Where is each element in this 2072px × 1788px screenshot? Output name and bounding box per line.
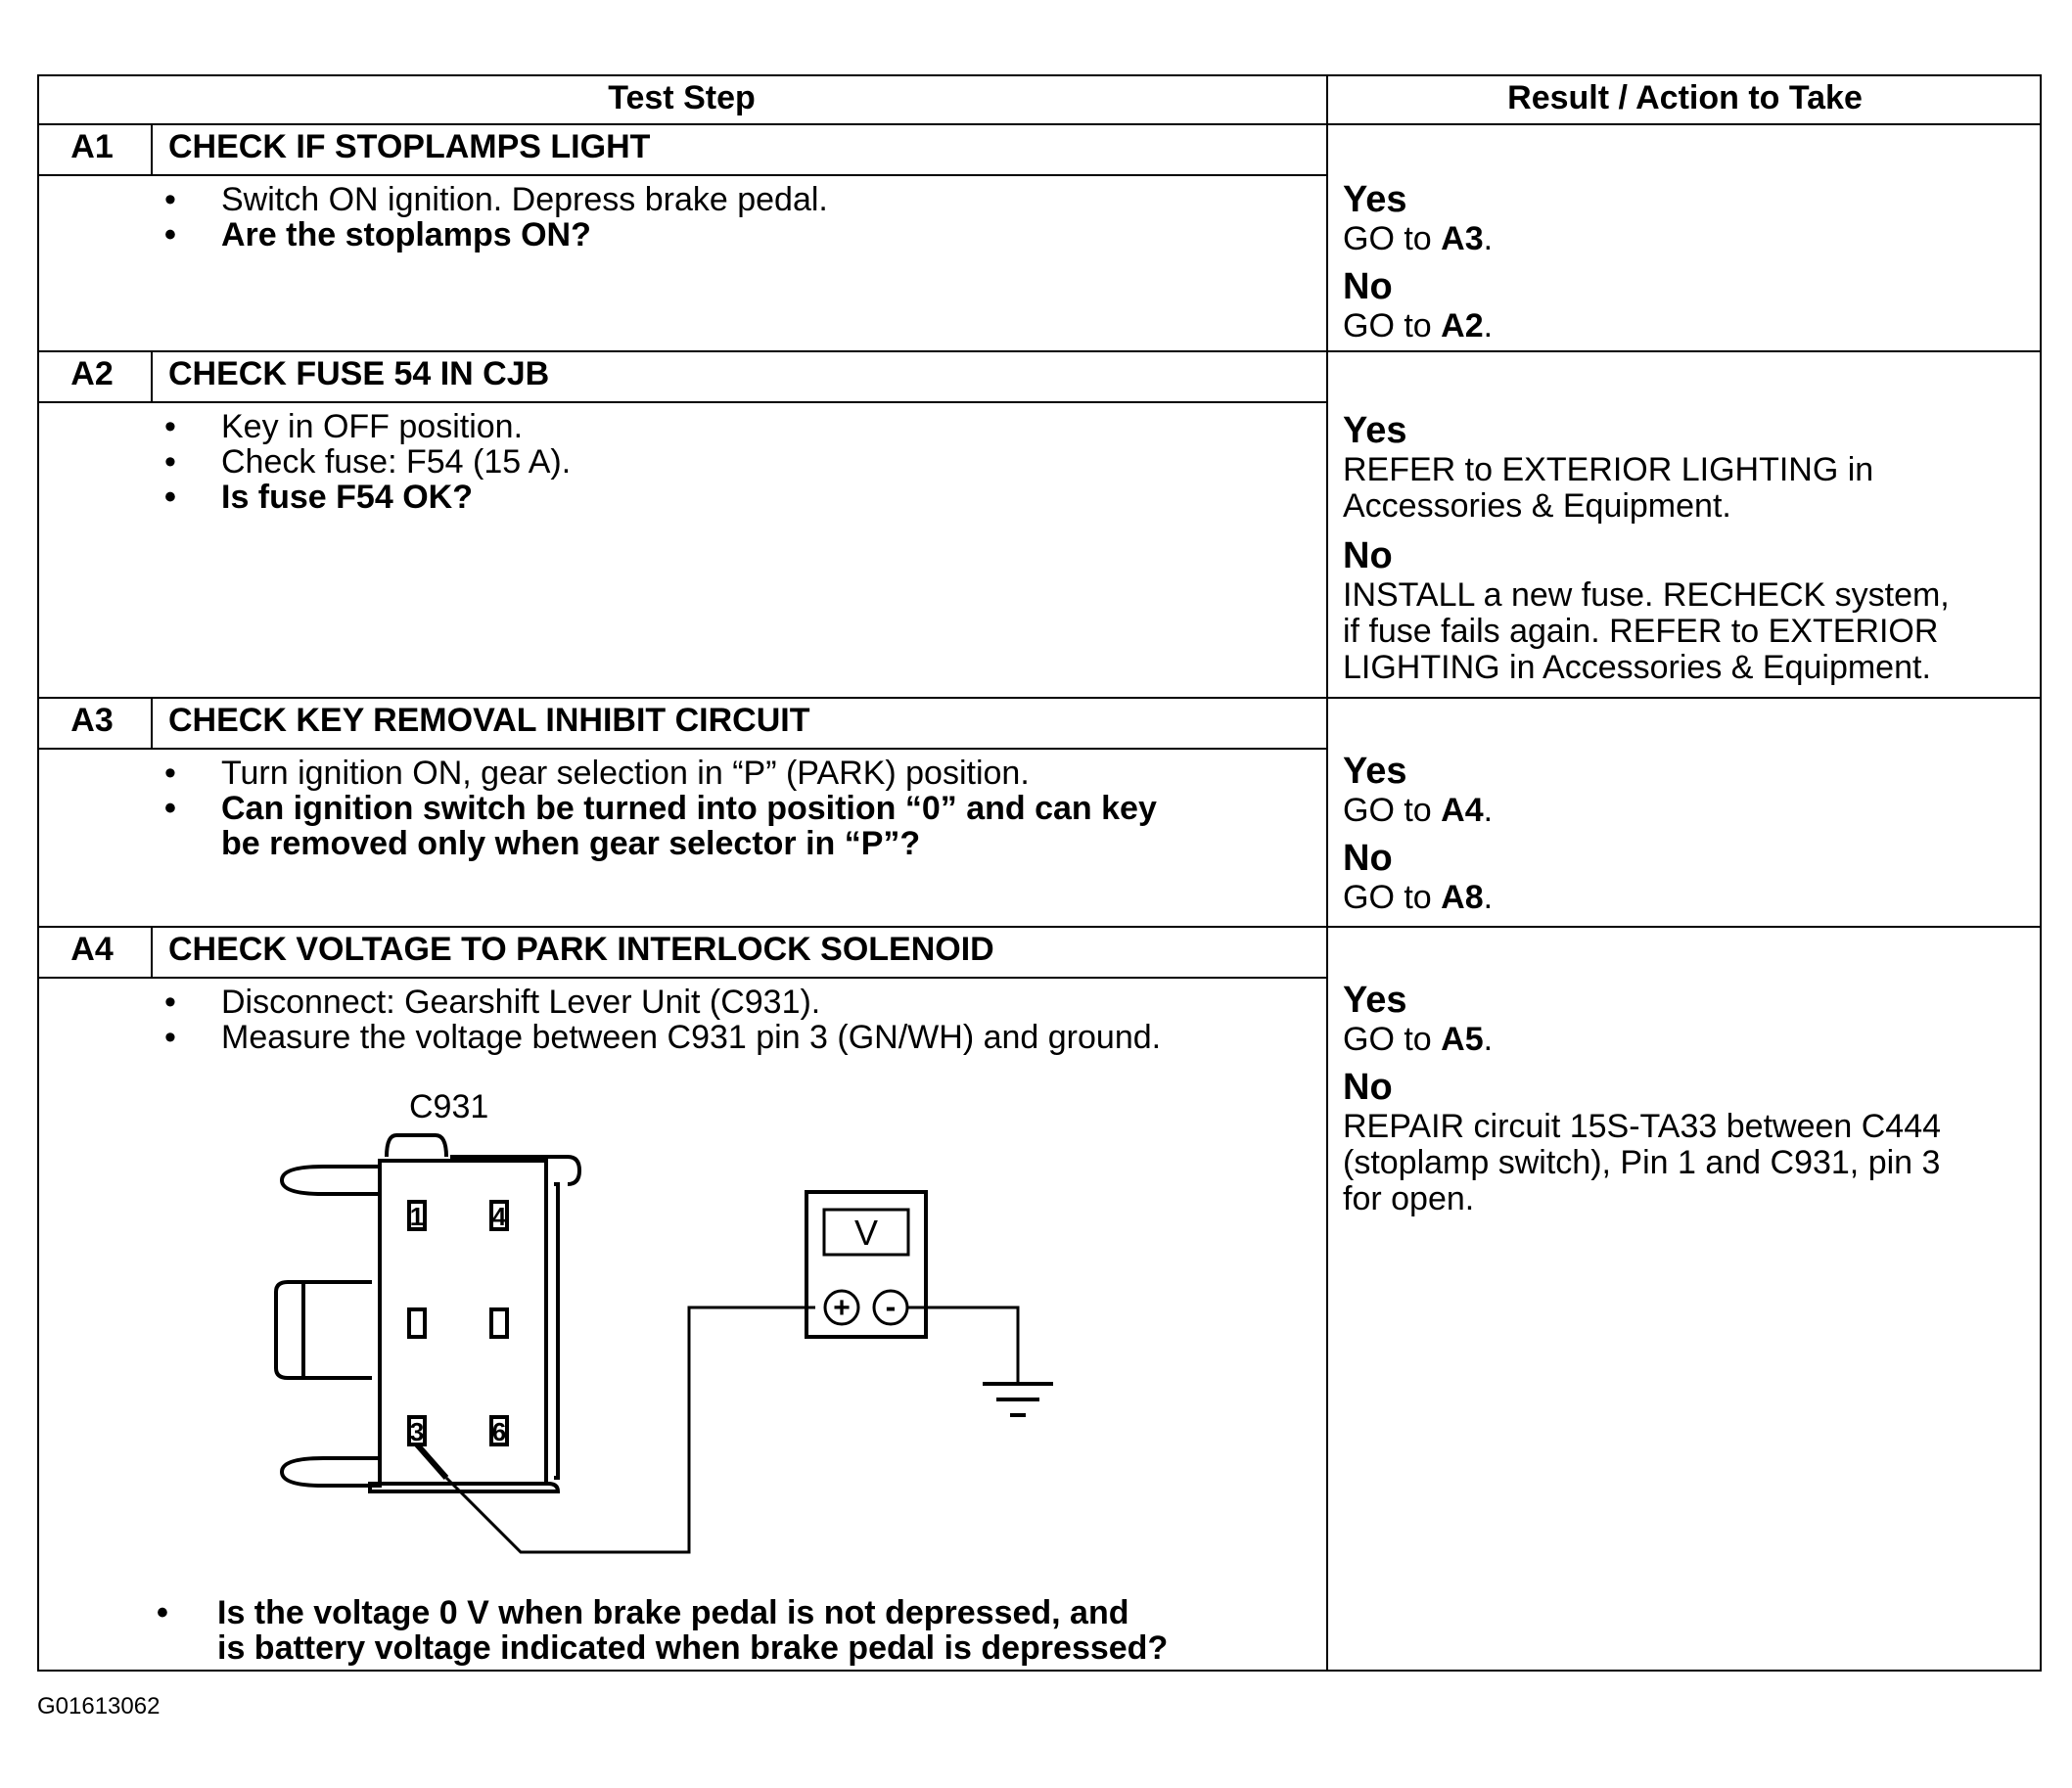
title-divider (37, 174, 1326, 176)
step-title-a1: CHECK IF STOPLAMPS LIGHT (168, 128, 651, 165)
title-divider (37, 748, 1326, 750)
no-label: No (1343, 838, 1393, 879)
row-divider (37, 350, 2042, 352)
step-id-a4: A4 (70, 931, 114, 968)
connector-label: C931 (409, 1088, 489, 1125)
step-title-a3: CHECK KEY REMOVAL INHIBIT CIRCUIT (168, 702, 810, 739)
title-divider (37, 977, 1326, 979)
no-label: No (1343, 266, 1393, 307)
figure-code: G01613062 (37, 1693, 161, 1719)
yes-label: Yes (1343, 179, 1407, 220)
step-title-a2: CHECK FUSE 54 IN CJB (168, 355, 550, 392)
header-test-step: Test Step (608, 79, 756, 116)
pin-1-label: 1 (409, 1202, 425, 1231)
meter-display: V (853, 1213, 879, 1253)
ground-icon (983, 1384, 1053, 1415)
plus-sign: + (833, 1292, 851, 1324)
yes-label: Yes (1343, 980, 1407, 1021)
id-divider (151, 926, 153, 977)
id-divider (151, 123, 153, 174)
step-title-a4: CHECK VOLTAGE TO PARK INTERLOCK SOLENOID (168, 931, 994, 968)
id-divider (151, 350, 153, 401)
step-id-a2: A2 (70, 355, 114, 392)
no-label: No (1343, 1067, 1393, 1108)
minus-sign: - (885, 1289, 897, 1324)
yes-label: Yes (1343, 410, 1407, 451)
result-a4: Yes GO to A5. No REPAIR circuit 15S-TA33 between C444 (stoplamp switch), Pin 1 and C931, pin 3 for open. (1343, 979, 2028, 1217)
test-procedure-sheet: Test Step Result / Action to Take A1 CHECK IF STOPLAMPS LIGHT • Switch ON ignition. Depress brake pedal. • Are the stoplamps ON? Yes GO to A3. No GO to A2. A2 CHECK FUSE 54 IN CJB • Key in OFF position. • Check fuse: F54 (15 A). • Is fuse F54 OK? Yes REFER to EXTERIOR LIGHTING in Accessories & Equipment. No INSTALL a new fuse. RECHECK system, if fuse fails again. REFER to EXTERIOR LIGHTING in Accessories & Equipment. A3 CHECK KEY REMOVAL INHIBIT CIRCUIT • Turn ignition ON, gear selection in “P” (PARK) position. • Can ignition switch be turned into position “0” and can key be removed only when gear selector in “P”? Yes GO to A4. No GO to A8. A4 CHECK VOLTAGE TO PARK INTERLOCK SOLENOID • Disconnect: Gearshift Lever Unit (C931). • Measure the voltage between C931 pin 3 (GN/WH) and ground. C931 1 4 3 6 V + - • Is the voltage 0 V when brake pedal is not depressed, and is battery voltage indicated when brake pedal is depressed? Yes GO to A5. No REPAIR circuit 15S-TA33 between C444 (stoplamp switch), Pin 1 and C931, pin 3 for open. G01613062 (0, 0, 2072, 1788)
pin-3-label: 3 (409, 1417, 425, 1446)
row-divider (37, 697, 2042, 699)
step-id-a1: A1 (70, 128, 114, 165)
column-divider (1326, 74, 1328, 1672)
result-a3: Yes GO to A4. No GO to A8. (1343, 750, 2028, 916)
row-divider (37, 926, 2042, 928)
yes-label: Yes (1343, 751, 1407, 792)
connector-pins (409, 1202, 507, 1444)
header-result-action: Result / Action to Take (1507, 79, 1863, 116)
pin-6-label: 6 (491, 1417, 507, 1446)
title-divider (37, 401, 1326, 403)
header-divider (37, 123, 2042, 125)
pin-4-label: 4 (491, 1202, 507, 1231)
no-label: No (1343, 535, 1393, 576)
voltage-measurement-diagram (264, 1125, 1067, 1566)
result-a1: Yes GO to A3. No GO to A2. (1343, 178, 2028, 344)
result-a2: Yes REFER to EXTERIOR LIGHTING in Accessories & Equipment. No INSTALL a new fuse. RECHECK system, if fuse fails again. REFER to EXTERIOR LIGHTING in Accessories & Equipment. (1343, 409, 2028, 686)
id-divider (151, 697, 153, 748)
step-id-a3: A3 (70, 702, 114, 739)
connector-c931 (276, 1135, 579, 1491)
